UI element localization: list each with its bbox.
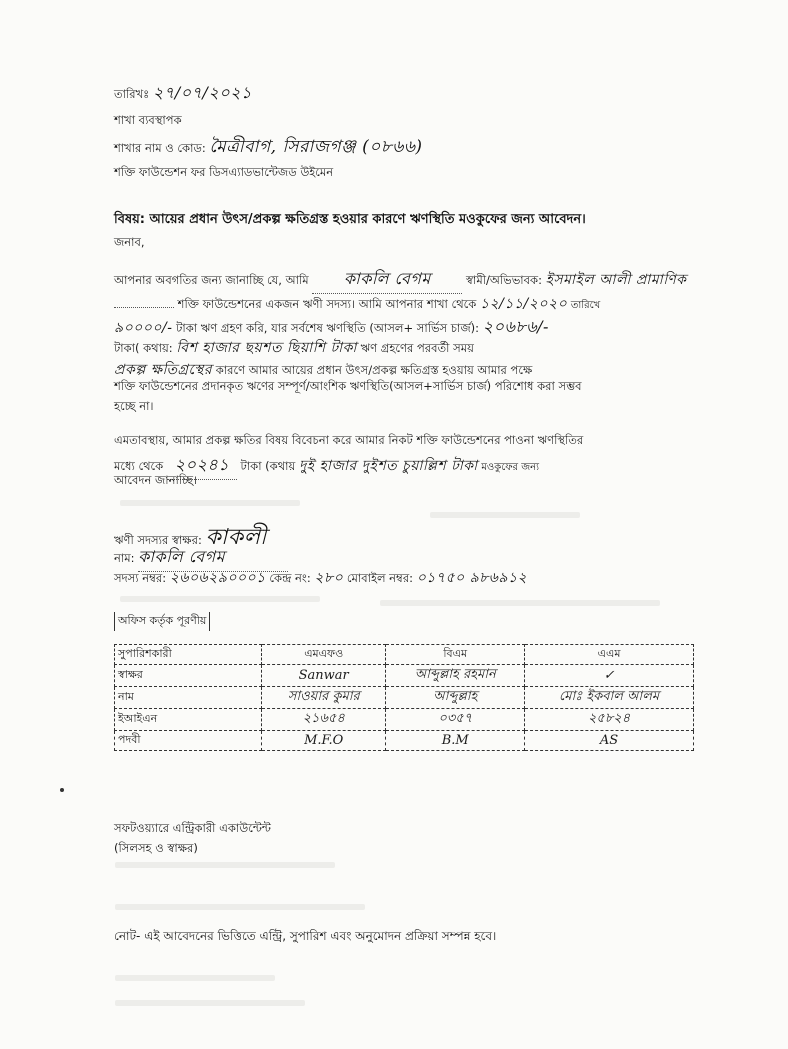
text: সদস্য নম্বর: [114, 571, 167, 585]
mfo-ein: ২১৬৫৪ [302, 711, 345, 726]
table-cell [262, 665, 386, 687]
table-cell [386, 665, 525, 687]
text: স্বামী/অভিভাবক: [466, 273, 542, 287]
footer-note: নোট- এই আবেদনের ভিত্তিতে এন্ট্রি, সুপারিশ এবং অনুমোদন প্রক্রিয়া সম্পন্ন হবে। [114, 929, 497, 943]
date-label: তারিখঃ [114, 87, 150, 101]
recommendation-table [114, 644, 694, 751]
member-numbers-row [114, 566, 527, 590]
bleed-through [430, 512, 580, 518]
date-row [114, 80, 252, 107]
loan-amount: ৯০০০০/- [114, 320, 173, 336]
am-name: মোঃ ইকবাল আলম [559, 689, 660, 704]
text: টাকা (কথায় [240, 459, 296, 473]
balance-in-words: বিশ হাজার ছয়শত ছিয়াশি টাকা [176, 340, 357, 356]
row-label: ইআইএন [115, 709, 262, 731]
bleed-through [115, 975, 275, 981]
table-header: সুপারিশকারী [115, 645, 262, 665]
text: ঋণী সদস্যর স্বাক্ষর: [114, 533, 202, 547]
table-cell [525, 665, 694, 687]
text: টাকা( কথায়: [114, 341, 173, 355]
table-row [115, 665, 694, 687]
guardian-name: ইসমাইল আলী প্রামাণিক [545, 272, 687, 288]
bleed-through [115, 862, 335, 868]
text: মোবাইল নম্বর: [346, 571, 414, 585]
para2-line3: আবেদন জানাচ্ছি। [114, 473, 198, 487]
branch-row [114, 134, 423, 162]
branch-value: মৈত্রীবাগ, সিরাজগঞ্জ (০৮৬৬) [209, 137, 423, 157]
table-header: এএম [525, 645, 694, 665]
branch-label: শাখার নাম ও কোড: [114, 141, 206, 155]
waiver-amount: ২০২৪১ [167, 452, 237, 480]
para1-line6: শক্তি ফাউন্ডেশনের প্রদানকৃত ঋণের সম্পূর্ণ/আংশিক ঋণস্থিতি(আসল+সার্ভিস চার্জ) পরিশোধ করা সম্ভব [114, 379, 582, 393]
accountant-subtitle: (সিলসহ ও স্বাক্ষর) [114, 841, 198, 855]
punch-mark [60, 788, 64, 792]
blank [114, 307, 174, 308]
office-use-label: অফিস কর্তৃক পূরণীয় [114, 612, 210, 631]
text: ঋণ গ্রহণের পরবর্তী সময় [360, 341, 474, 355]
para2-line1: এমতাবস্থায়, আমার প্রকল্প ক্ষতির বিষয় বিবেচনা করে আমার নিকট শক্তি ফাউন্ডেশনের পাওনা ঋণস্থিতির [114, 433, 584, 447]
center-number: ২৮০ [314, 570, 344, 586]
bleed-through [120, 500, 300, 506]
organization: শক্তি ফাউন্ডেশন ফর ডিসএ্যাডভান্টেজড উইমেন [114, 165, 334, 179]
mfo-name: সাওয়ার কুমার [287, 689, 360, 704]
mobile-number: ০১৭৫০ ৯৮৬৯১২ [416, 570, 528, 586]
addressee: শাখা ব্যবস্থাপক [114, 113, 182, 127]
member-signature: কাকলী [205, 525, 267, 550]
table-cell [525, 709, 694, 731]
loan-date: ১২/১১/২০২০ [479, 296, 568, 312]
table-row [115, 709, 694, 731]
table-cell [525, 731, 694, 751]
cause: প্রকল্প ক্ষতিগ্রস্থের [114, 362, 213, 378]
table-row [115, 731, 694, 751]
table-cell [386, 687, 525, 709]
text: শক্তি ফাউন্ডেশনের একজন ঋণী সদস্য। আমি আপনার শাখা থেকে [177, 297, 477, 311]
subject-line: বিষয়: আয়ের প্রধান উৎস/প্রকল্প ক্ষতিগ্রস্ত হওয়ার কারণে ঋণস্থিতি মওকুফের জন্য আবেদন। [114, 212, 586, 227]
bm-designation: B.M [441, 733, 469, 748]
text: কেন্দ্র নং: [269, 571, 311, 585]
para1-line1 [114, 266, 686, 294]
para1-line4 [114, 336, 474, 360]
bleed-through [115, 1000, 305, 1006]
table-cell [262, 731, 386, 751]
text: টাকা ঋণ গ্রহণ করি, যার সর্বশেষ ঋণস্থিতি (আসল+ সার্ভিস চার্জ): [176, 321, 479, 335]
table-cell [262, 687, 386, 709]
text: তারিখে [570, 300, 601, 311]
text: মওকুফের জন্য [481, 462, 540, 473]
am-signature: ✓ [603, 668, 615, 683]
row-label: নাম [115, 687, 262, 709]
bleed-through [380, 600, 660, 606]
accountant-title: সফটওয়্যারে এন্ট্রিকারী একাউন্টেন্ট [114, 821, 271, 835]
member-name: কাকলি বেগম [312, 266, 462, 294]
am-ein: ২৫৮২৪ [587, 711, 631, 726]
text: আপনার অবগতির জন্য জানাচ্ছি যে, আমি [114, 273, 309, 287]
member-number: ২৬০৬২৯০০০১ [169, 570, 266, 586]
table-cell [386, 731, 525, 751]
bm-ein: ০৩৫৭ [438, 711, 473, 726]
am-designation: AS [599, 733, 619, 748]
table-cell [386, 709, 525, 731]
text: কারণে আমার আয়ের প্রধান উৎস/প্রকল্প ক্ষতিগ্রস্ত হওয়ায় আমার পক্ষে [215, 363, 533, 377]
waiver-in-words: দুই হাজার দুইশত চুয়াল্লিশ টাকা [298, 458, 478, 474]
mfo-designation: M.F.O [304, 733, 344, 748]
text: মধ্যে থেকে [114, 459, 164, 473]
row-label: স্বাক্ষর [115, 665, 262, 687]
bleed-through [120, 596, 320, 602]
table-row [115, 687, 694, 709]
member-name-value: কাকলি বেগম [138, 544, 288, 572]
para1-line2 [114, 292, 600, 316]
table-header: বিএম [386, 645, 525, 665]
bm-name: আব্দুল্লাহ [433, 689, 478, 704]
table-header: এমএফও [262, 645, 386, 665]
row-label: পদবী [115, 731, 262, 751]
salutation: জনাব, [114, 235, 145, 249]
mfo-signature: Sanwar [298, 668, 349, 683]
table-cell [525, 687, 694, 709]
bm-signature: আব্দুল্লাহ রহমান [414, 667, 496, 682]
loan-balance: ২০৬৮৬/- [482, 317, 549, 336]
text: নাম: [114, 551, 135, 565]
table-cell [262, 709, 386, 731]
bleed-through [115, 904, 365, 910]
para1-line7: হচ্ছে না। [114, 399, 154, 413]
table-header-row [115, 645, 694, 665]
date-value: ২৭/০৭/২০২১ [152, 83, 252, 102]
